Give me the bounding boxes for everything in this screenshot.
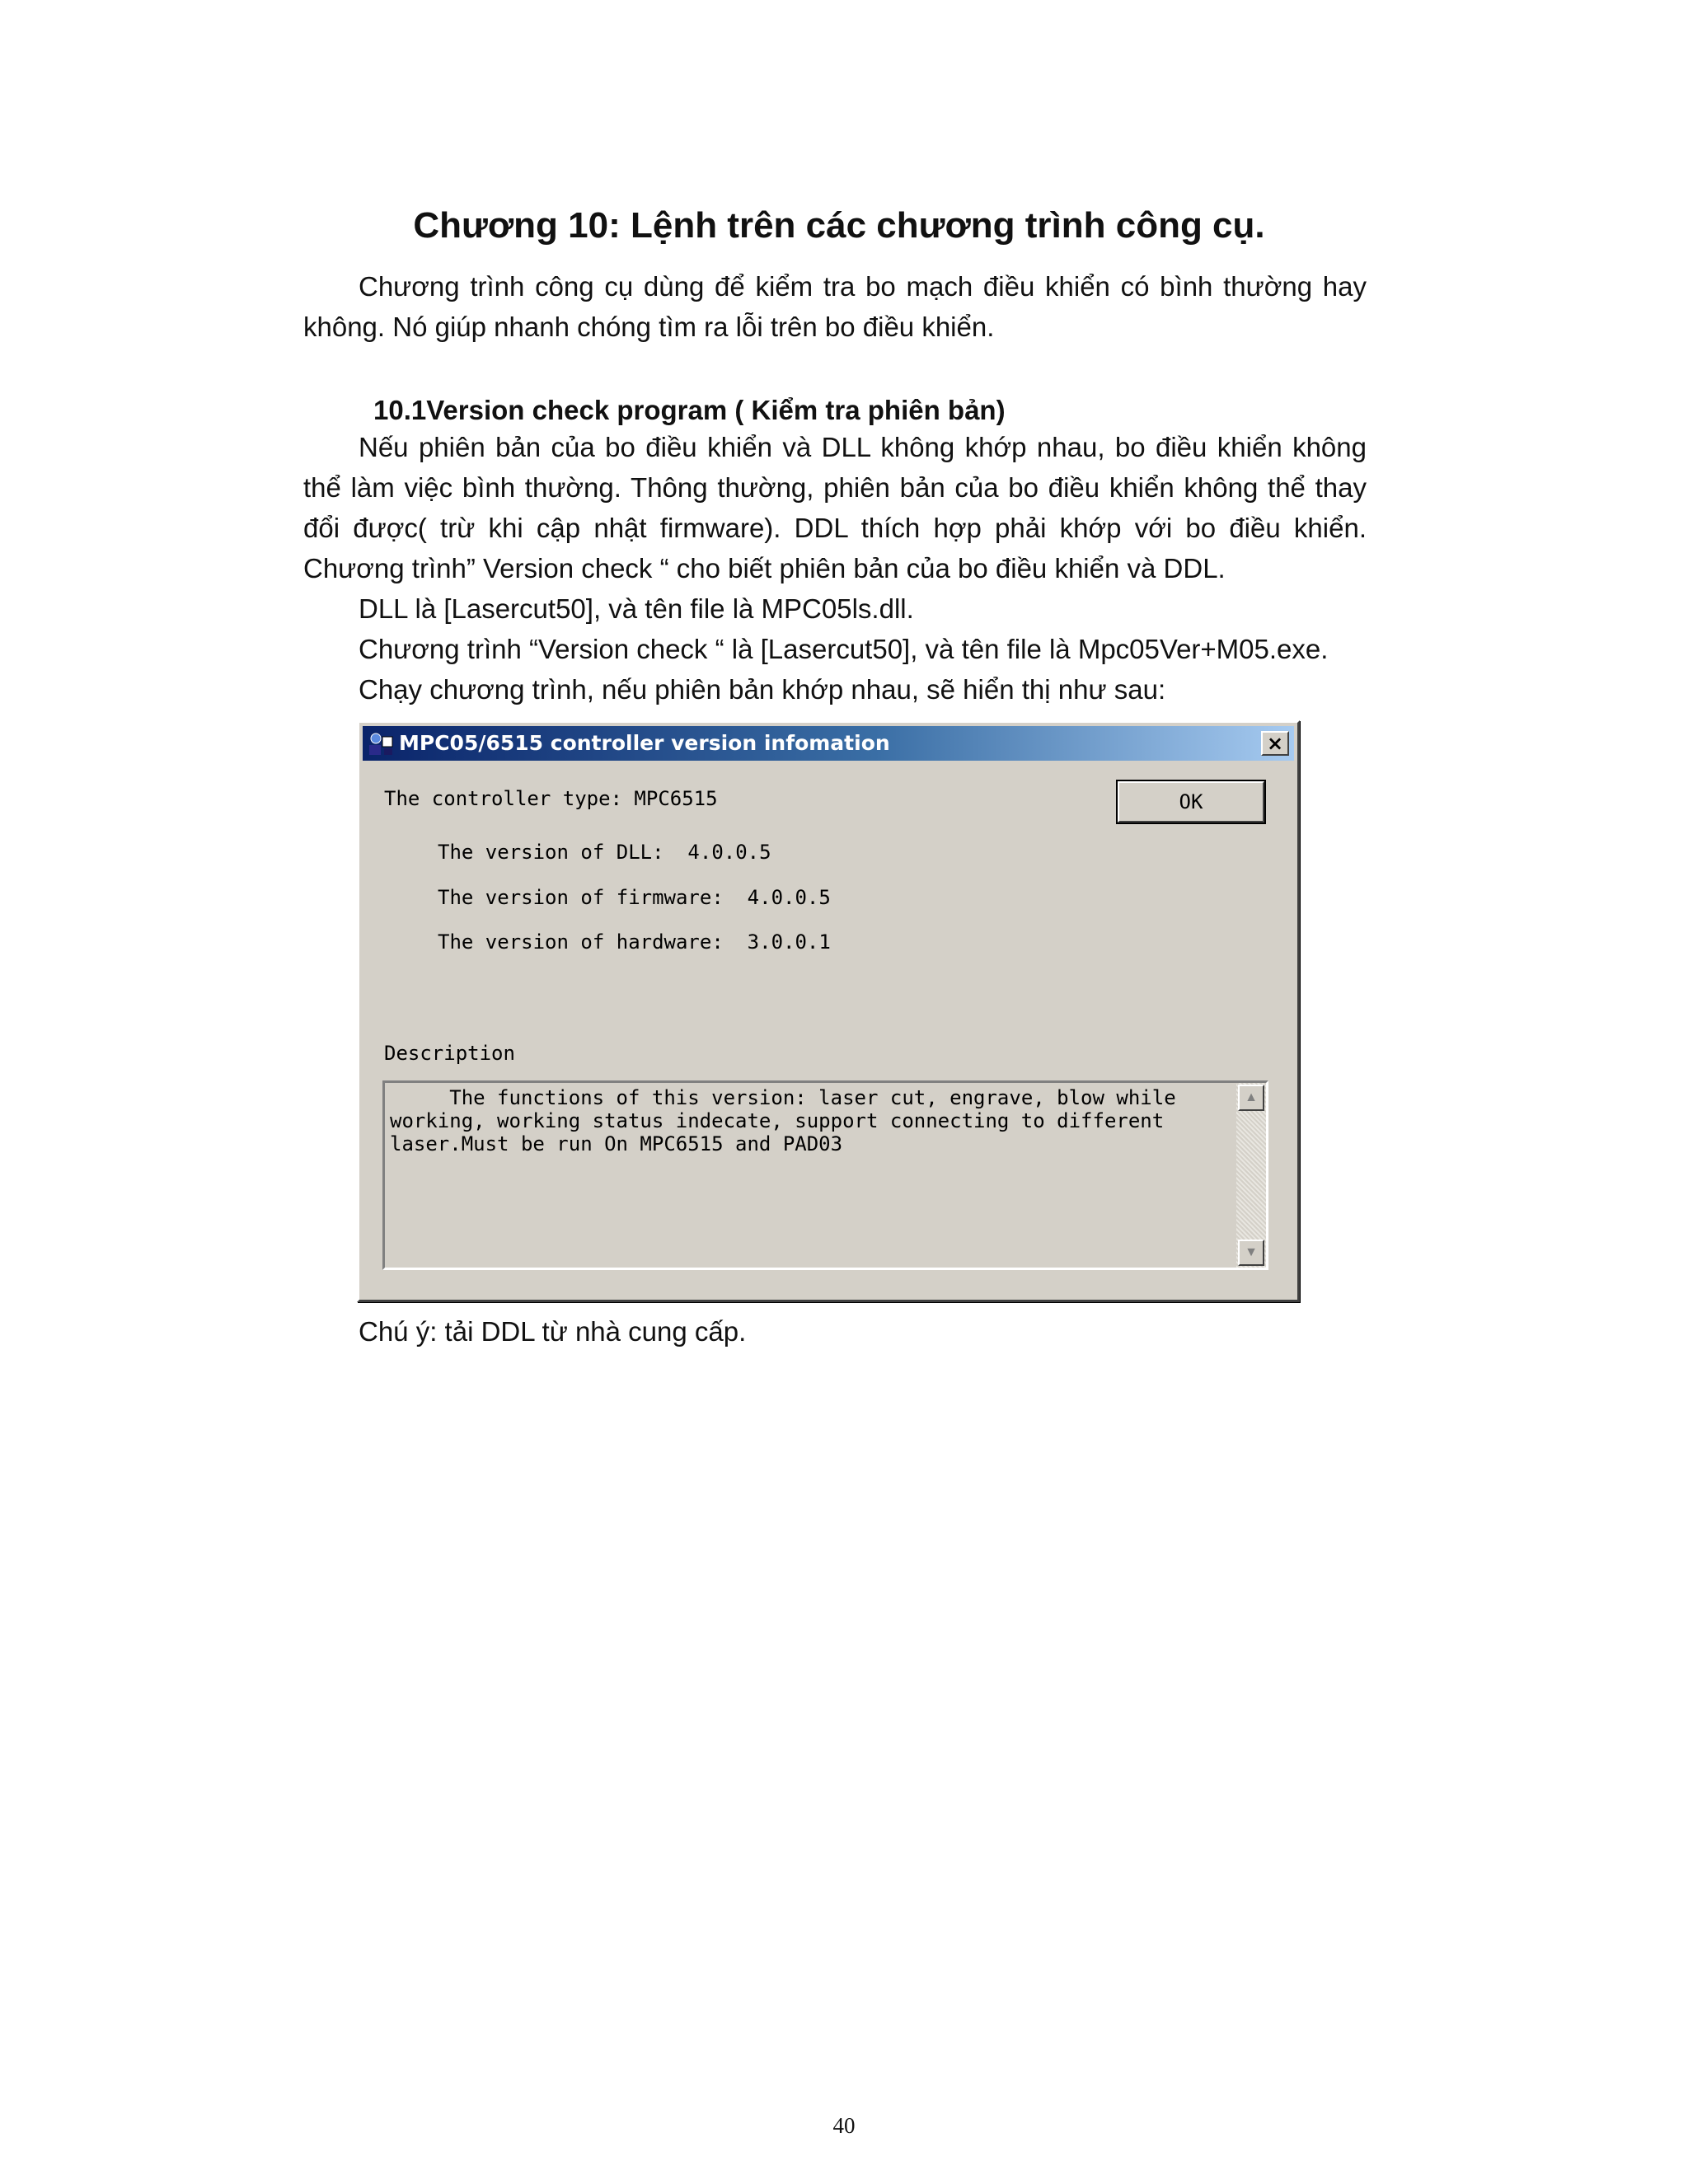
note-line: Chú ý: tải DDL từ nhà cung cấp. <box>359 1316 747 1347</box>
intro-paragraph <box>303 266 1367 347</box>
chapter-title: Chương 10: Lệnh trên các chương trình công cụ. <box>413 205 1265 246</box>
dialog-title: MPC05/6515 controller version infomation <box>399 731 890 755</box>
scroll-down-button[interactable] <box>1238 1240 1264 1266</box>
close-icon: × <box>1266 732 1284 755</box>
hardware-version-label: The version of hardware: 3.0.0.1 <box>438 930 831 954</box>
description-label: Description <box>384 1042 515 1065</box>
section-paragraph <box>303 427 1367 588</box>
intro-text: Chương trình công cụ dùng để kiểm tra bo mạch điều khiển có bình thường hay không. Nó giúp nhanh chóng tìm ra lỗi trên bo điều khiển. <box>303 271 1367 342</box>
page-number: 40 <box>832 2113 856 2138</box>
section-heading: 10.1Version check program ( Kiểm tra phiên bản) <box>373 395 1006 425</box>
firmware-version-label: The version of firmware: 4.0.0.5 <box>438 886 831 909</box>
dll-line: DLL là [Lasercut50], và tên file là MPC05ls.dll. <box>359 593 914 624</box>
description-text: The functions of this version: laser cut, engrave, blow while working, working status indecate, support connecting to different laser.Must be run On MPC6515 and PAD03 <box>390 1086 1176 1155</box>
dialog-titlebar[interactable] <box>363 726 1294 761</box>
description-textarea[interactable] <box>382 1080 1268 1270</box>
description-scrollbar[interactable] <box>1236 1083 1266 1268</box>
app-icon <box>368 730 396 757</box>
arrow-down-icon: ▼ <box>1245 1245 1258 1259</box>
dll-version-label: The version of DLL: 4.0.0.5 <box>438 841 771 864</box>
run-line: Chạy chương trình, nếu phiên bản khớp nhau, sẽ hiển thị như sau: <box>359 674 1166 705</box>
controller-type-label: The controller type: MPC6515 <box>384 787 718 810</box>
arrow-up-icon: ▲ <box>1245 1090 1258 1104</box>
ok-button[interactable]: OK <box>1118 781 1264 823</box>
program-line: Chương trình “Version check “ là [Lasercut50], và tên file là Mpc05Ver+M05.exe. <box>359 634 1329 664</box>
section-text: Nếu phiên bản của bo điều khiển và DLL không khớp nhau, bo điều khiển không thể làm việc bình thường. Thông thường, phiên bản của bo điều khiển không thể thay đổi được( trừ khi cập nhật firmware). DDL thích hợp phải khớp với bo điều khiển. Chương trình” Version check “ cho biết phiên bản của bo điều khiển và DDL. <box>303 432 1367 583</box>
scroll-up-button[interactable] <box>1238 1085 1264 1111</box>
close-button[interactable] <box>1261 731 1289 756</box>
version-info-dialog <box>357 720 1300 1302</box>
